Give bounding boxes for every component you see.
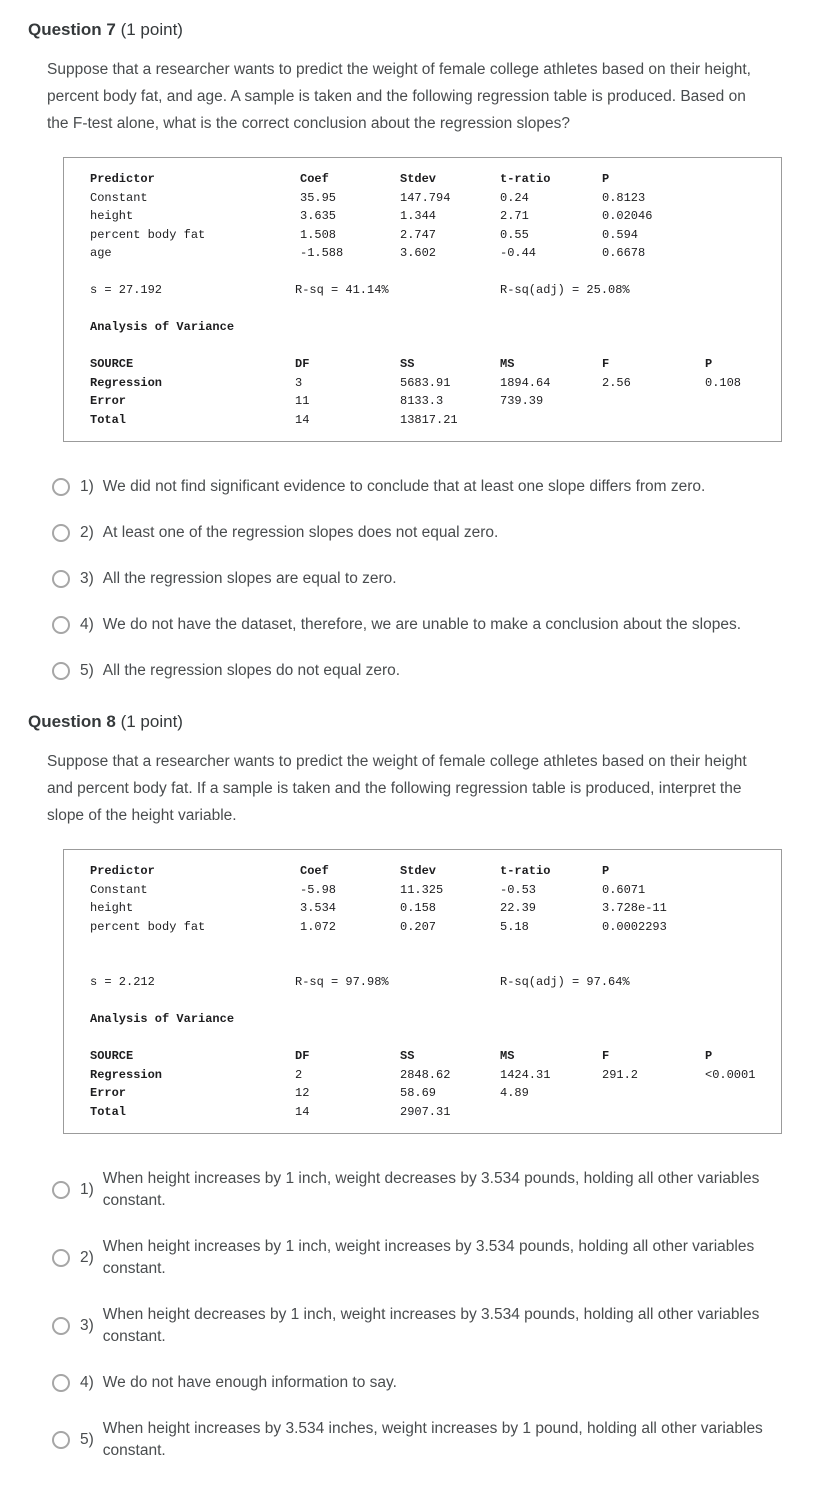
q8-stat-rsq-adj: R-sq(adj) = 97.64%	[500, 975, 630, 989]
q8-option-1-radio[interactable]	[52, 1181, 70, 1199]
cell: 11	[295, 394, 310, 408]
cell: Error	[90, 1086, 127, 1100]
q8-anova-header-row	[90, 1047, 771, 1066]
cell: 0.55	[500, 227, 529, 242]
q8-option-4-number: 4)	[80, 1374, 94, 1391]
cell: 739.39	[500, 394, 544, 408]
cell: 2	[295, 1067, 303, 1082]
cell: height	[90, 901, 134, 915]
cell: 4.89	[500, 1086, 529, 1100]
cell: -1.588	[300, 246, 344, 260]
question-7-options	[52, 476, 786, 682]
q7-option-5-radio[interactable]	[52, 662, 70, 680]
cell: 12	[295, 1086, 310, 1100]
cell: 0.158	[400, 901, 437, 915]
cell: 11.325	[400, 882, 444, 897]
q7-predictor-row-bodyfat	[90, 226, 771, 245]
q8-stat-rsq: R-sq = 97.98%	[295, 975, 389, 989]
cell: height	[90, 209, 134, 223]
cell: Constant	[90, 190, 148, 205]
q7-stat-rsq-adj: R-sq(adj) = 25.08%	[500, 283, 630, 297]
cell	[602, 392, 705, 411]
q8-anova-col-p: P	[705, 1049, 713, 1063]
question-8-points: (1 point)	[120, 712, 183, 731]
question-8-options	[52, 1168, 786, 1462]
q7-option-4-radio[interactable]	[52, 616, 70, 634]
q8-option-1-number: 1)	[80, 1181, 94, 1198]
q8-option-5-text: When height increases by 3.534 inches, weight increases by 1 pound, holding all other variables constant.	[102, 1420, 763, 1459]
q7-option-2[interactable]	[52, 522, 786, 544]
q7-col-predictor: Predictor	[90, 172, 155, 186]
cell	[602, 1103, 705, 1122]
question-8	[28, 712, 786, 1462]
q7-anova-row-regression	[90, 374, 771, 393]
q7-anova-row-error	[90, 392, 771, 411]
q8-option-2-radio[interactable]	[52, 1249, 70, 1267]
q7-option-4-text: We do not have the dataset, therefore, we are unable to make a conclusion about the slopes.	[102, 616, 742, 633]
q8-anova-col-ms: MS	[500, 1049, 515, 1063]
q8-option-1-text: When height increases by 1 inch, weight decreases by 3.534 pounds, holding all other variables constant.	[102, 1170, 760, 1209]
q8-predictor-row-height	[90, 899, 771, 918]
q8-option-5-radio[interactable]	[52, 1431, 70, 1449]
q8-anova-row-regression	[90, 1066, 771, 1085]
question-8-prompt: Suppose that a researcher wants to predict the weight of female college athletes based on their height and percent body fat. If a sample is taken and the following regression table is produced, interpret the slope of the height variable.	[47, 753, 747, 824]
cell	[705, 392, 771, 411]
cell: 1.508	[300, 227, 337, 242]
q7-anova-row-total	[90, 411, 771, 430]
cell: 8133.3	[400, 394, 444, 408]
cell: 0.108	[705, 375, 742, 390]
cell: percent body fat	[90, 227, 206, 242]
cell: 0.6678	[602, 246, 646, 260]
cell: -0.53	[500, 882, 537, 897]
q8-anova-row-total	[90, 1103, 771, 1122]
cell	[602, 1084, 705, 1103]
q8-model-stats-row	[90, 973, 771, 992]
q8-option-5-number: 5)	[80, 1431, 94, 1448]
q7-option-1-number: 1)	[80, 478, 94, 495]
q8-anova-col-f: F	[602, 1049, 610, 1063]
q7-col-p: P	[602, 172, 610, 186]
question-7	[28, 20, 786, 682]
cell: Regression	[90, 375, 163, 390]
cell: 5683.91	[400, 375, 451, 390]
q7-anova-col-df: DF	[295, 357, 310, 371]
q8-option-3-radio[interactable]	[52, 1317, 70, 1335]
cell: 2.56	[602, 375, 631, 390]
cell: Total	[90, 1104, 127, 1119]
q7-option-1-radio[interactable]	[52, 478, 70, 496]
q8-anova-col-ss: SS	[400, 1049, 415, 1063]
cell	[705, 1103, 771, 1122]
q8-predictor-row-bodyfat	[90, 918, 771, 937]
cell: 3.728e-11	[602, 901, 667, 915]
q7-option-3-text: All the regression slopes are equal to zero.	[102, 570, 397, 587]
cell: 14	[295, 1104, 310, 1119]
question-7-prompt: Suppose that a researcher wants to predict the weight of female college athletes based on their height, percent body fat, and age. A sample is taken and the following regression table is produced. Based on the F-test alone, what is the correct conclusion about the regression slopes?	[47, 61, 751, 132]
cell: Constant	[90, 882, 148, 897]
q7-stat-rsq: R-sq = 41.14%	[295, 283, 389, 297]
cell: 1.072	[300, 919, 337, 934]
q7-col-stdev: Stdev	[400, 172, 437, 186]
q7-anova-col-f: F	[602, 357, 610, 371]
cell: age	[90, 246, 112, 260]
q8-option-2-text: When height increases by 1 inch, weight increases by 3.534 pounds, holding all other variables constant.	[102, 1238, 755, 1277]
q7-option-2-number: 2)	[80, 524, 94, 541]
q7-option-3-number: 3)	[80, 570, 94, 587]
cell: 13817.21	[400, 412, 458, 427]
q7-model-stats-row	[90, 281, 771, 300]
q8-col-coef: Coef	[300, 864, 329, 878]
cell: 2.71	[500, 209, 529, 223]
cell: -5.98	[300, 882, 337, 897]
q7-col-tratio: t-ratio	[500, 172, 551, 186]
q7-anova-label: Analysis of Variance	[90, 320, 235, 334]
cell: Regression	[90, 1067, 163, 1082]
cell: 2907.31	[400, 1104, 451, 1119]
q8-anova-row-error	[90, 1084, 771, 1103]
cell	[602, 411, 705, 430]
question-7-title	[28, 20, 786, 40]
cell: 22.39	[500, 901, 537, 915]
q7-option-2-text: At least one of the regression slopes does not equal zero.	[102, 524, 499, 541]
q8-stat-s: s = 2.212	[90, 975, 155, 989]
cell: 0.207	[400, 919, 437, 934]
q7-option-1-text: We did not find significant evidence to conclude that at least one slope differs from zero.	[102, 478, 706, 495]
q8-predictor-row-constant	[90, 881, 771, 900]
q7-col-coef: Coef	[300, 172, 329, 186]
question-7-regression-table	[63, 157, 782, 442]
cell: 3.635	[300, 209, 337, 223]
cell: percent body fat	[90, 919, 206, 934]
q7-predictor-row-height	[90, 207, 771, 226]
q7-option-2-radio[interactable]	[52, 524, 70, 542]
cell: 1894.64	[500, 375, 551, 390]
q7-option-5-number: 5)	[80, 662, 94, 679]
cell: 0.6071	[602, 882, 646, 897]
q8-option-4[interactable]	[52, 1372, 786, 1394]
q7-option-3[interactable]	[52, 568, 786, 590]
cell: 2848.62	[400, 1067, 451, 1082]
cell: 0.24	[500, 190, 529, 205]
question-7-points: (1 point)	[120, 20, 183, 39]
cell: 3.602	[400, 246, 437, 260]
q7-anova-col-source: SOURCE	[90, 357, 134, 371]
q7-option-4-number: 4)	[80, 616, 94, 633]
q7-option-3-radio[interactable]	[52, 570, 70, 588]
cell: 3	[295, 375, 303, 390]
q8-col-predictor: Predictor	[90, 864, 155, 878]
cell: 0.594	[602, 227, 639, 242]
q7-option-4[interactable]	[52, 614, 786, 636]
cell: 1.344	[400, 209, 437, 223]
q7-option-5-text: All the regression slopes do not equal zero.	[102, 662, 401, 679]
q8-col-stdev: Stdev	[400, 864, 437, 878]
q8-anova-col-df: DF	[295, 1049, 310, 1063]
cell: 0.8123	[602, 190, 646, 205]
q7-option-5[interactable]	[52, 660, 786, 682]
question-8-number: Question 8	[28, 712, 116, 731]
cell	[705, 411, 771, 430]
cell: 5.18	[500, 919, 529, 934]
q8-option-4-text: We do not have enough information to say.	[102, 1374, 397, 1391]
cell: Error	[90, 394, 127, 408]
q8-predictor-header-row	[90, 862, 771, 881]
cell: 58.69	[400, 1086, 437, 1100]
cell: 291.2	[602, 1067, 639, 1082]
question-7-number: Question 7	[28, 20, 116, 39]
q7-anova-header-row	[90, 355, 771, 374]
q7-predictor-row-constant	[90, 189, 771, 208]
q8-col-tratio: t-ratio	[500, 864, 551, 878]
cell: 0.02046	[602, 209, 653, 223]
cell: 35.95	[300, 190, 337, 205]
cell	[705, 1084, 771, 1103]
q8-option-2-number: 2)	[80, 1249, 94, 1266]
question-8-regression-table	[63, 849, 782, 1134]
q7-predictor-header-row	[90, 170, 771, 189]
cell: Total	[90, 412, 127, 427]
cell: 147.794	[400, 190, 451, 205]
q8-option-3-number: 3)	[80, 1317, 94, 1334]
question-8-title	[28, 712, 786, 732]
q8-option-4-radio[interactable]	[52, 1374, 70, 1392]
q8-option-5[interactable]	[52, 1418, 786, 1462]
cell: -0.44	[500, 246, 537, 260]
q7-option-1[interactable]	[52, 476, 786, 498]
q8-option-2[interactable]	[52, 1236, 786, 1280]
q8-anova-label: Analysis of Variance	[90, 1012, 235, 1026]
q7-predictor-row-age	[90, 244, 771, 263]
q8-col-p: P	[602, 864, 610, 878]
q7-stat-s: s = 27.192	[90, 283, 163, 297]
cell	[500, 411, 602, 430]
cell: 3.534	[300, 901, 337, 915]
q7-anova-col-p: P	[705, 357, 713, 371]
cell: 2.747	[400, 227, 437, 242]
cell	[500, 1103, 602, 1122]
q8-option-3-text: When height decreases by 1 inch, weight increases by 3.534 pounds, holding all other variables constant.	[102, 1306, 760, 1345]
q7-anova-col-ss: SS	[400, 357, 415, 371]
q8-anova-col-source: SOURCE	[90, 1049, 134, 1063]
q7-anova-col-ms: MS	[500, 357, 515, 371]
cell: 0.0002293	[602, 919, 667, 934]
q8-option-3[interactable]	[52, 1304, 786, 1348]
cell: 1424.31	[500, 1067, 551, 1082]
cell: 14	[295, 412, 310, 427]
q8-option-1[interactable]	[52, 1168, 786, 1212]
cell: <0.0001	[705, 1067, 756, 1082]
